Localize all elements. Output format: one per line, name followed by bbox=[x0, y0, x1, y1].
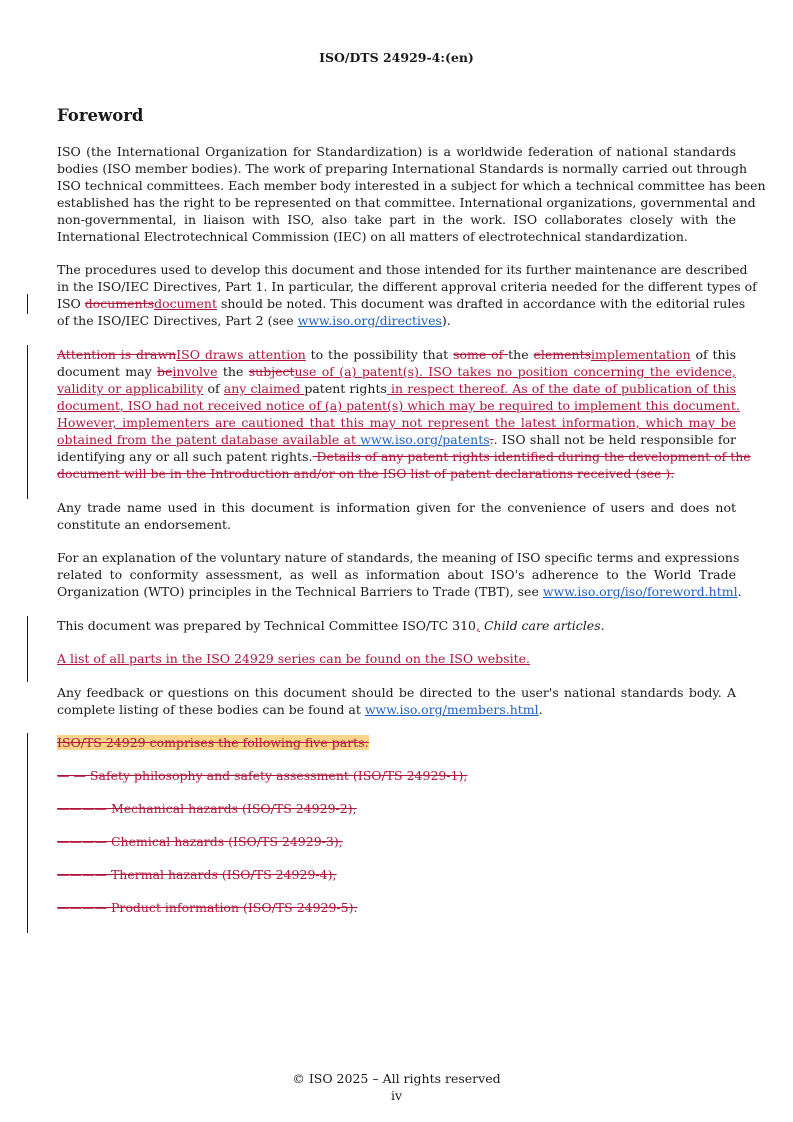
link[interactable]: www.iso.org/patents bbox=[360, 432, 490, 447]
text-segment: document may bbox=[57, 364, 158, 379]
text-segment: patent rights bbox=[304, 381, 387, 396]
inserted-text: , bbox=[476, 618, 480, 633]
text-line bbox=[57, 431, 736, 448]
text-line bbox=[57, 397, 740, 414]
inserted-text: validity or applicability bbox=[57, 381, 204, 396]
deleted-text: ———— Thermal hazards (ISO/TS 24929-4); bbox=[57, 867, 337, 882]
text-segment: in the ISO/IEC Directives, Part 1. In particular, the different approval criteria needed for the different types of bbox=[57, 279, 757, 294]
text-segment: ). bbox=[441, 313, 451, 328]
text-segment: . bbox=[538, 702, 543, 717]
text-segment: bodies (ISO member bodies). The work of preparing International Standards is normally carried out through bbox=[57, 161, 748, 176]
deleted-text: elements bbox=[533, 347, 592, 362]
inserted-text: obtained from the patent database available at bbox=[57, 432, 361, 447]
text-line bbox=[57, 177, 766, 194]
change-bar bbox=[27, 294, 28, 314]
text-line bbox=[57, 684, 736, 701]
text-segment: non-governmental, in liaison with ISO, also take part in the work. ISO collaborates closely with the bbox=[57, 212, 736, 227]
text-line bbox=[57, 295, 746, 312]
text-line bbox=[57, 211, 736, 228]
text-segment: the bbox=[217, 364, 249, 379]
deleted-text: — — Safety philosophy and safety assessment (ISO/TS 24929-1); bbox=[57, 768, 468, 783]
text-line bbox=[57, 767, 736, 784]
inserted-text: However, implementers are cautioned that this may not represent the latest information, which may be bbox=[57, 415, 736, 430]
text-line bbox=[57, 363, 736, 380]
text-segment: should be noted. This document was drafted in accordance with the editorial rules bbox=[216, 296, 746, 311]
text-segment: constitute an endorsement. bbox=[57, 517, 232, 532]
inserted-text: implementation bbox=[591, 347, 691, 362]
text-segment: the bbox=[508, 347, 534, 362]
deleted-text: ———— Mechanical hazards (ISO/TS 24929-2); bbox=[57, 801, 357, 816]
text-segment: to the possibility that bbox=[305, 347, 454, 362]
text-line bbox=[57, 800, 736, 817]
text-segment: For an explanation of the voluntary nature of standards, the meaning of ISO specific terms and expressions bbox=[57, 550, 740, 565]
deleted-text: documents bbox=[84, 296, 155, 311]
text-segment: ISO bbox=[57, 296, 85, 311]
text-line bbox=[57, 278, 757, 295]
text-line bbox=[57, 465, 736, 482]
text-segment: complete listing of these bodies can be found at bbox=[57, 702, 365, 717]
text-line bbox=[57, 833, 736, 850]
section-heading-foreword: Foreword bbox=[57, 106, 144, 125]
deleted-text: Details of any patent rights identified during the development of the bbox=[312, 449, 751, 464]
deleted-text: some of bbox=[453, 347, 509, 362]
text-line bbox=[57, 701, 736, 718]
text-line bbox=[57, 228, 736, 245]
text-line bbox=[57, 448, 751, 465]
text-line bbox=[57, 617, 736, 634]
text-segment: related to conformity assessment, as well as information about ISO's adherence to the World Trade bbox=[57, 567, 736, 582]
text-segment: of bbox=[203, 381, 224, 396]
text-segment: . ISO shall not be held responsible for bbox=[493, 432, 736, 447]
inserted-text: ISO draws attention bbox=[176, 347, 306, 362]
change-bar bbox=[27, 733, 28, 933]
text-line bbox=[57, 261, 748, 278]
link[interactable]: www.iso.org/members.html bbox=[364, 702, 539, 717]
text-segment: ISO (the International Organization for Standardization) is a worldwide federation of national standards bbox=[57, 144, 736, 159]
text-segment: of this bbox=[690, 347, 736, 362]
text-line bbox=[57, 346, 736, 363]
inserted-text: A list of all parts in the ISO 24929 series can be found on the ISO website. bbox=[57, 651, 530, 666]
deleted-text: ———— Chemical hazards (ISO/TS 24929-3); bbox=[57, 834, 343, 849]
deleted-text: ———— Product information (ISO/TS 24929-5). bbox=[57, 900, 358, 915]
text-line bbox=[57, 549, 740, 566]
text-line bbox=[57, 899, 736, 916]
inserted-text: document, ISO had not received notice of (a) patent(s) which may be required to implement this document. bbox=[57, 398, 740, 413]
deleted-text: subject bbox=[248, 364, 295, 379]
link[interactable]: www.iso.org/directives bbox=[297, 313, 442, 328]
italic-text: Child care articles bbox=[483, 618, 601, 633]
deleted-text: Attention is drawn bbox=[57, 347, 177, 362]
text-segment: Any trade name used in this document is information given for the convenience of users and does not bbox=[57, 500, 736, 515]
text-segment: established has the right to be represented on that committee. International organizations, governmental and bbox=[57, 195, 756, 210]
text-line bbox=[57, 566, 736, 583]
text-line bbox=[57, 583, 742, 600]
inserted-text: in respect thereof. As of the date of publication of this bbox=[386, 381, 737, 396]
text-segment: International Electrotechnical Commission (IEC) on all matters of electrotechnical standardization. bbox=[57, 229, 688, 244]
text-line bbox=[57, 499, 736, 516]
text-line bbox=[57, 380, 736, 397]
footer-page-number: iv bbox=[390, 1088, 403, 1103]
text-segment: This document was prepared by Technical Committee ISO/TC 310 bbox=[57, 618, 476, 633]
inserted-text: document bbox=[154, 296, 217, 311]
text-segment: The procedures used to develop this document and those intended for its further maintenance are described bbox=[57, 262, 748, 277]
document-id-header: ISO/DTS 24929-4:(en) bbox=[319, 50, 474, 65]
deleted-text: ISO/TS 24929 comprises the following five parts: bbox=[57, 735, 369, 750]
text-line bbox=[57, 866, 736, 883]
text-line bbox=[57, 160, 748, 177]
text-segment: ISO technical committees. Each member body interested in a subject for which a technical committee has been bbox=[57, 178, 766, 193]
inserted-text: involve bbox=[172, 364, 218, 379]
text-line bbox=[57, 143, 736, 160]
link[interactable]: www.iso.org/iso/foreword.html bbox=[542, 584, 738, 599]
text-line bbox=[57, 650, 736, 667]
text-segment: Any feedback or questions on this document should be directed to the user's national standards body. A bbox=[57, 685, 736, 700]
text-line bbox=[57, 414, 736, 431]
text-segment: of the ISO/IEC Directives, Part 2 (see bbox=[57, 313, 298, 328]
deleted-text: document will be in the Introduction and/or on the ISO list of patent declarations received (see ). bbox=[57, 466, 675, 481]
text-segment: identifying any or all such patent rights. bbox=[57, 449, 313, 464]
text-segment: Organization (WTO) principles in the Technical Barriers to Trade (TBT), see bbox=[57, 584, 543, 599]
change-bar bbox=[27, 616, 28, 682]
text-line bbox=[57, 194, 756, 211]
inserted-text: use of (a) patent(s). ISO takes no position concerning the evidence, bbox=[294, 364, 737, 379]
deleted-text: . bbox=[489, 432, 494, 447]
text-line bbox=[57, 312, 736, 329]
text-segment: . bbox=[737, 584, 742, 599]
text-segment: . bbox=[600, 618, 605, 633]
change-bar bbox=[27, 345, 28, 499]
deleted-text: be bbox=[157, 364, 173, 379]
text-line bbox=[57, 734, 736, 751]
footer-copyright: © ISO 2025 – All rights reserved bbox=[292, 1071, 501, 1086]
inserted-text: any claimed bbox=[223, 381, 305, 396]
text-line bbox=[57, 516, 736, 533]
